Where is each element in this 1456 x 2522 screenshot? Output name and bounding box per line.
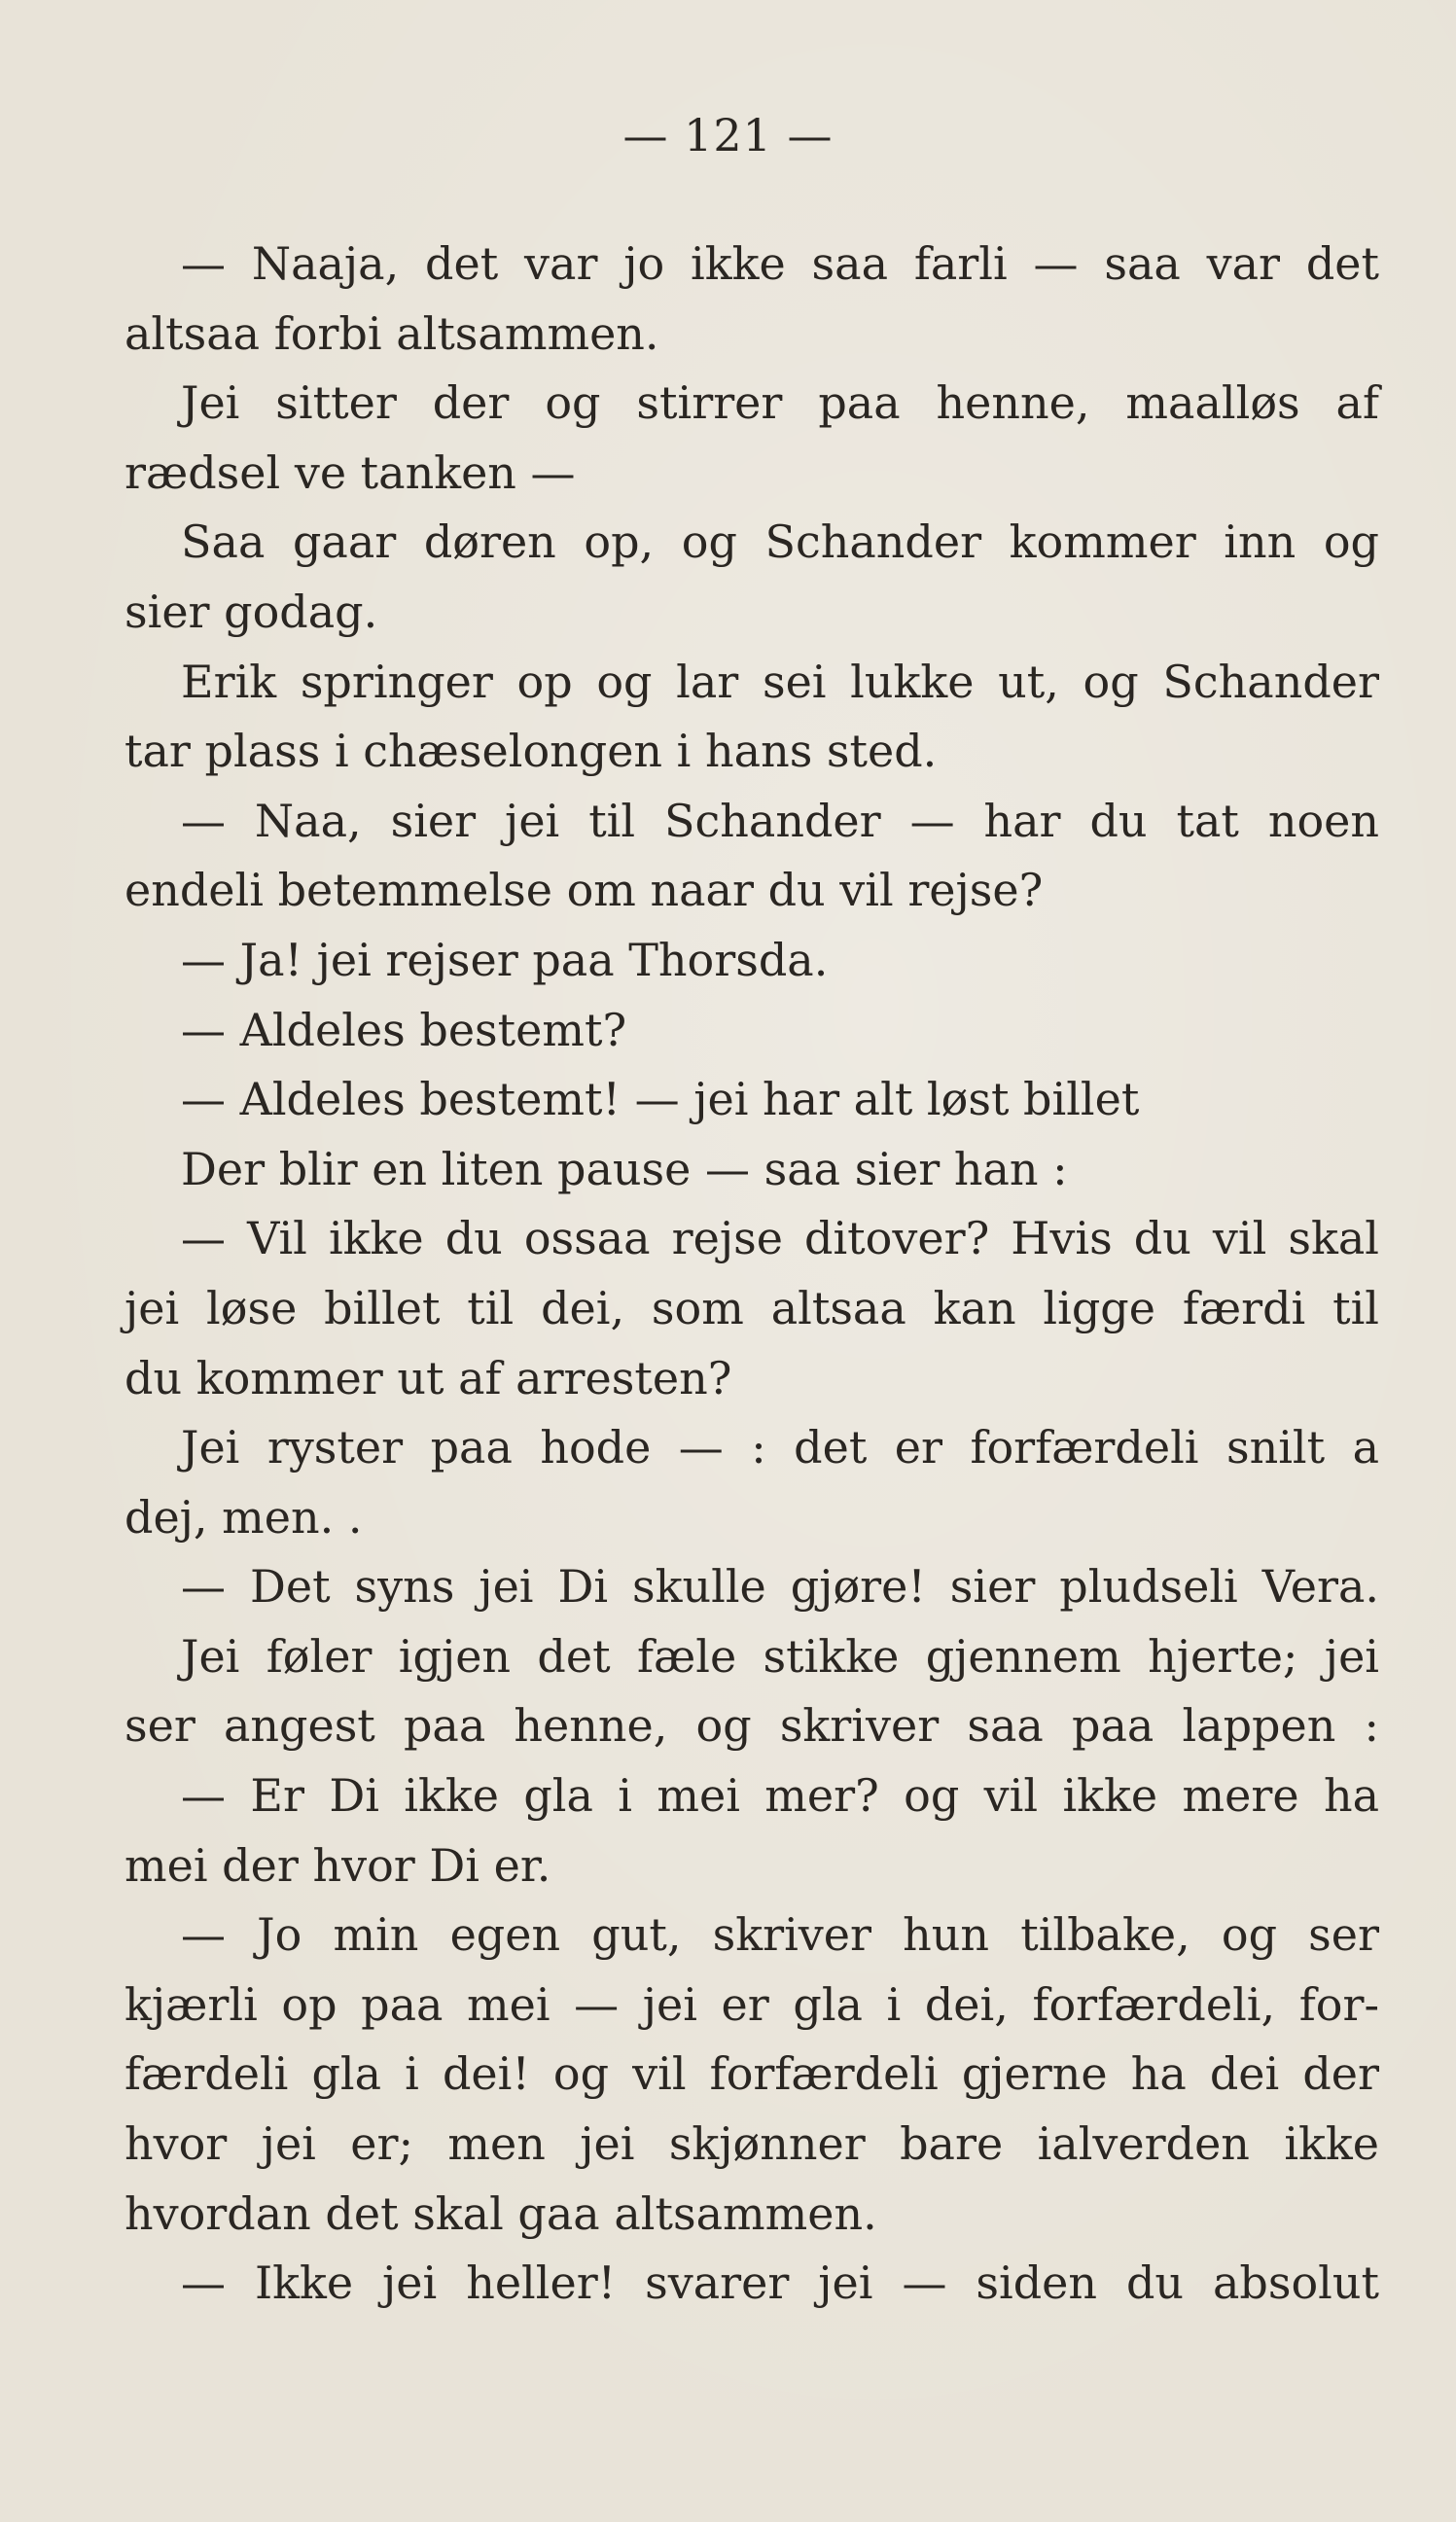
text-line: hvordan det skal gaa altsammen. <box>124 2186 877 2240</box>
text-line: sier godag. <box>124 585 378 638</box>
text-line: du kommer ut af arresten? <box>124 1351 732 1404</box>
text-line: jei løse billet til dei, som altsaa kan ligge færdi til <box>124 1281 1379 1334</box>
text-line: Saa gaar døren op, og Schander kommer inn og <box>181 515 1379 569</box>
text-line: Der blir en liten pause — saa sier han : <box>181 1142 1068 1195</box>
text-line: — Aldeles bestemt! — jei har alt løst billet <box>181 1073 1140 1126</box>
text-line: dej, men. . <box>124 1490 363 1544</box>
text-line: Jei ryster paa hode — : det er forfærdeli snilt a <box>181 1421 1379 1474</box>
text-line: — Ja! jei rejser paa Thorsda. <box>181 933 829 986</box>
text-line: — Vil ikke du ossaa rejse ditover? Hvis du vil skal <box>181 1212 1379 1265</box>
text-line: rædsel ve tanken — <box>124 445 576 499</box>
text-line: hvor jei er; men jei skjønner bare ialverden ikke <box>124 2117 1379 2171</box>
text-line: Jei sitter der og stirrer paa henne, maalløs af <box>181 376 1379 430</box>
text-line: endeli betemmelse om naar du vil rejse? <box>124 864 1044 917</box>
text-line: — Det syns jei Di skulle gjøre! sier pludseli Vera. <box>181 1560 1379 1614</box>
text-line: — Ikke jei heller! svarer jei — siden du absolut <box>181 2256 1379 2310</box>
text-line: — Naaja, det var jo ikke saa farli — saa var det <box>181 237 1379 290</box>
text-line: færdeli gla i dei! og vil forfærdeli gjerne ha dei der <box>124 2047 1379 2101</box>
body-text <box>124 230 1379 2319</box>
text-line: mei der hvor Di er. <box>124 1838 551 1892</box>
text-line: kjærli op paa mei — jei er gla i dei, forfærdeli, for- <box>124 1977 1379 2031</box>
text-line: altsaa forbi altsammen. <box>124 306 659 360</box>
text-line: — Naa, sier jei til Schander — har du tat noen <box>181 794 1379 847</box>
text-line: — Jo min egen gut, skriver hun tilbake, og ser <box>181 1908 1379 1962</box>
text-line: Erik springer op og lar sei lukke ut, og Schander <box>181 655 1379 708</box>
text-line: Jei føler igjen det fæle stikke gjennem hjerte; jei <box>181 1629 1379 1683</box>
text-line: — Er Di ikke gla i mei mer? og vil ikke mere ha <box>181 1769 1379 1823</box>
text-line: ser angest paa henne, og skriver saa paa lappen : <box>124 1699 1379 1753</box>
text-line: — Aldeles bestemt? <box>181 1003 627 1056</box>
page-number: — 121 — <box>622 109 834 161</box>
text-line: tar plass i chæselongen i hans sted. <box>124 725 938 778</box>
